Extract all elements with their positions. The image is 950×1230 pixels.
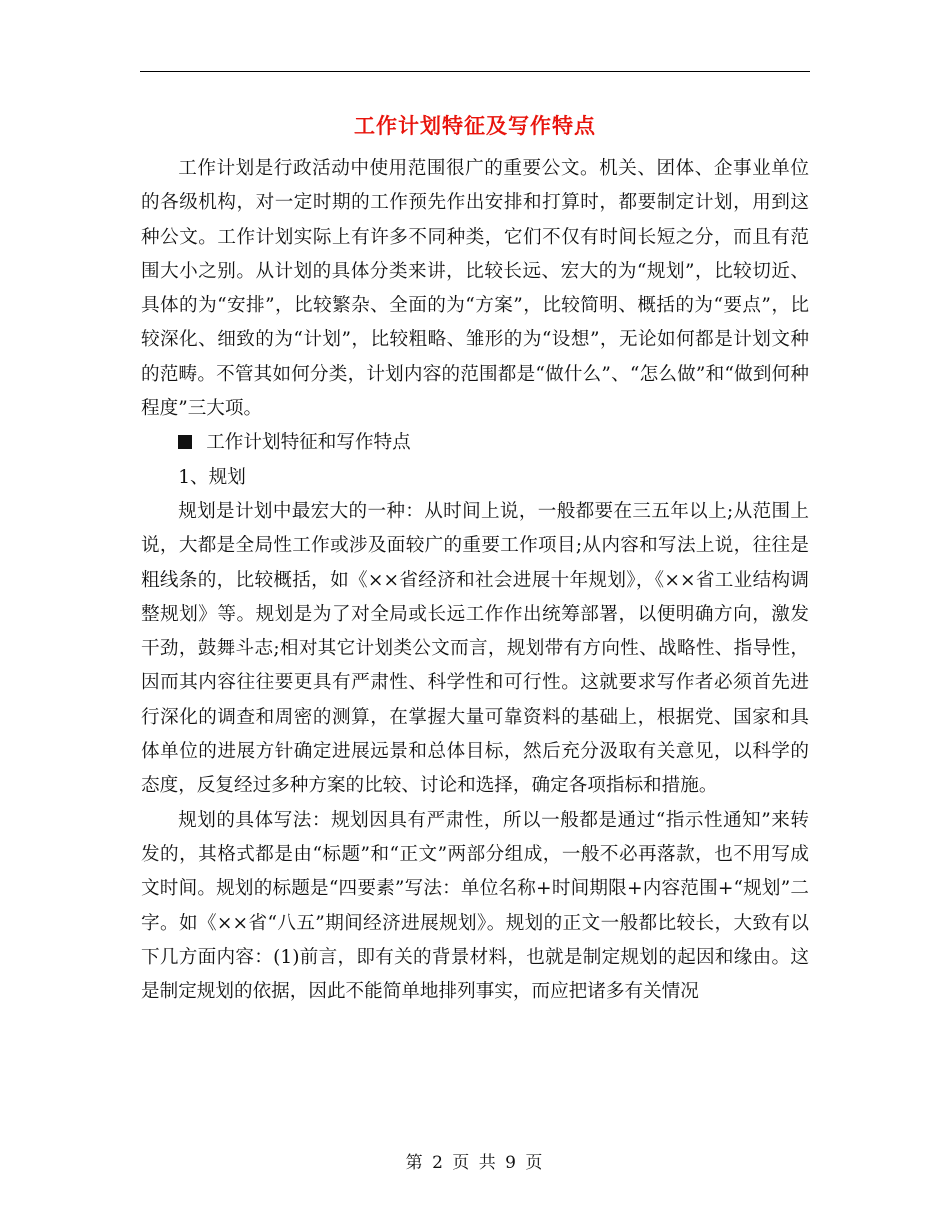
square-bullet-icon	[178, 435, 192, 449]
body-paragraph: 规划是计划中最宏大的一种：从时间上说，一般都要在三五年以上;从范围上说，大都是全局性工作或涉及面较广的重要工作项目;从内容和写法上说，往往是粗线条的，比较概括，如《××省经济和社会进展十年规划》，《××省工业结构调整规划》等。规划是为了对全局或长远工作作出统筹部署，以便明确方向，激发干劲，鼓舞斗志;相对其它计划类公文而言，规划带有方向性、战略性、指导性，因而其内容往往要更具有严肃性、科学性和可行性。这就要求写作者必须首先进行深化的调查和周密的测算，在掌握大量可靠资料的基础上，根据党、国家和具体单位的进展方针确定进展远景和总体目标，然后充分汲取有关意见，以科学的态度，反复经过多种方案的比较、讨论和选择，确定各项指标和措施。	[141, 500, 809, 797]
intro-paragraph: 工作计划是行政活动中使用范围很广的重要公文。机关、团体、企事业单位的各级机构，对一定时期的工作预先作出安排和打算时，都要制定计划，用到这种公文。工作计划实际上有许多不同种类，它们不仅有时间长短之分，而且有范围大小之别。从计划的具体分类来讲，比较长远、宏大的为“规划”，比较切近、具体的为“安排”，比较繁杂、全面的为“方案”，比较简明、概括的为“要点”，比较深化、细致的为“计划”，比较粗略、雏形的为“设想”，无论如何都是计划文种的范畴。不管其如何分类，计划内容的范围都是“做什么”、“怎么做”和“做到何种程度”三大项。	[141, 158, 809, 420]
section-heading	[141, 426, 809, 460]
body-paragraph: 规划的具体写法：规划因具有严肃性，所以一般都是通过“指示性通知”来转发的，其格式都是由“标题”和“正文”两部分组成，一般不必再落款，也不用写成文时间。规划的标题是“四要素”写法：单位名称+时间期限+内容范围+“规划”二字。如《××省“八五”期间经济进展规划》。规划的正文一般都比较长，大致有以下几方面内容：(1)前言，即有关的背景材料，也就是制定规划的起因和缘由。这是制定规划的依据，因此不能简单地排列事实，而应把诸多有关情况	[141, 809, 809, 1003]
page-number: 第 2 页 共 9 页	[405, 1153, 545, 1173]
subsection-heading: 1、规划	[178, 466, 246, 488]
document-title: 工作计划特征及写作特点	[354, 113, 596, 138]
section-heading-text: 工作计划特征和写作特点	[206, 432, 411, 454]
document-body	[141, 152, 809, 1009]
header-rule	[140, 71, 810, 72]
